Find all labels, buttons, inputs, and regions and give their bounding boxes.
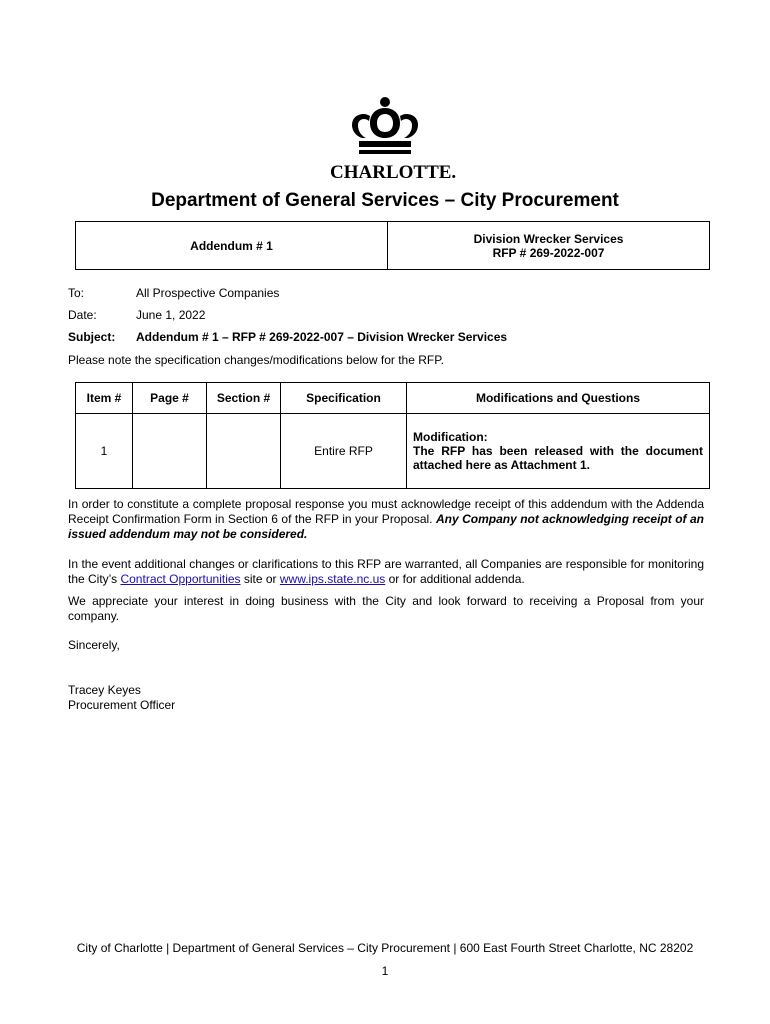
spec-table xyxy=(75,382,710,489)
modification-label: Modification: xyxy=(413,430,488,444)
col-header-item: Item # xyxy=(76,383,133,414)
page-title: Department of General Services – City Procurement xyxy=(151,190,619,211)
signer-title: Procurement Officer xyxy=(68,698,176,712)
subject-value: Addendum # 1 – RFP # 269-2022-007 – Division Wrecker Services xyxy=(136,330,508,344)
date-label: Date: xyxy=(68,308,97,322)
col-header-section: Section # xyxy=(207,383,281,414)
ips-website-link[interactable]: www.ips.state.nc.us xyxy=(279,572,386,586)
cell-page xyxy=(133,414,207,489)
subject-label: Subject: xyxy=(68,330,116,344)
col-header-modifications: Modifications and Questions xyxy=(407,383,710,414)
appreciation-paragraph: We appreciate your interest in doing business with the City and look forward to receiving a Proposal from your company. xyxy=(68,594,704,623)
page-number: 1 xyxy=(381,964,389,978)
intro-text: Please note the specification changes/modifications below for the RFP. xyxy=(68,353,444,367)
charlotte-wordmark: CHARLOTTE. xyxy=(330,162,457,183)
service-name: Division Wrecker Services xyxy=(473,231,624,246)
signer-name: Tracey Keyes xyxy=(68,683,141,697)
col-header-specification: Specification xyxy=(281,383,407,414)
modification-text: The RFP has been released with the document attached here as Attachment 1. xyxy=(413,444,703,472)
cell-section xyxy=(207,414,281,489)
changes-paragraph xyxy=(68,557,704,587)
cell-specification: Entire RFP xyxy=(281,414,407,489)
closing: Sincerely, xyxy=(68,638,120,652)
addendum-number: Addendum # 1 xyxy=(76,222,388,270)
changes-text-before: In the event additional changes or clarifications to this RFP are warranted, all Companies are responsible for monitoring the City’s xyxy=(68,557,704,586)
cell-item: 1 xyxy=(76,414,133,489)
cell-modification xyxy=(407,414,710,489)
to-value: All Prospective Companies xyxy=(136,286,280,300)
table-row xyxy=(76,414,710,489)
rfp-info xyxy=(388,222,710,270)
contract-opportunities-link[interactable]: Contract Opportunities xyxy=(120,572,241,586)
page-footer: City of Charlotte | Department of General Services – City Procurement | 600 East Fourth Street Charlotte, NC 28202 xyxy=(76,941,694,955)
acknowledgement-text: In order to constitute a complete proposal response you must acknowledge receipt of this addendum with the Addenda Receipt Confirmation Form in Section 6 of the RFP in your Proposal. xyxy=(68,497,704,526)
charlotte-logo xyxy=(330,96,457,184)
rfp-number: RFP # 269-2022-007 xyxy=(492,245,605,260)
acknowledgement-warning: Any Company not acknowledging receipt of an issued addendum may not be considered. xyxy=(68,512,704,541)
changes-text-after: or for additional addenda. xyxy=(385,572,525,586)
date-value: June 1, 2022 xyxy=(136,308,206,322)
acknowledgement-paragraph xyxy=(68,497,704,542)
col-header-page: Page # xyxy=(133,383,207,414)
addendum-header-box xyxy=(75,221,710,270)
changes-text-middle: site or xyxy=(240,572,280,586)
crown-icon xyxy=(350,96,420,158)
to-label: To: xyxy=(68,286,85,300)
